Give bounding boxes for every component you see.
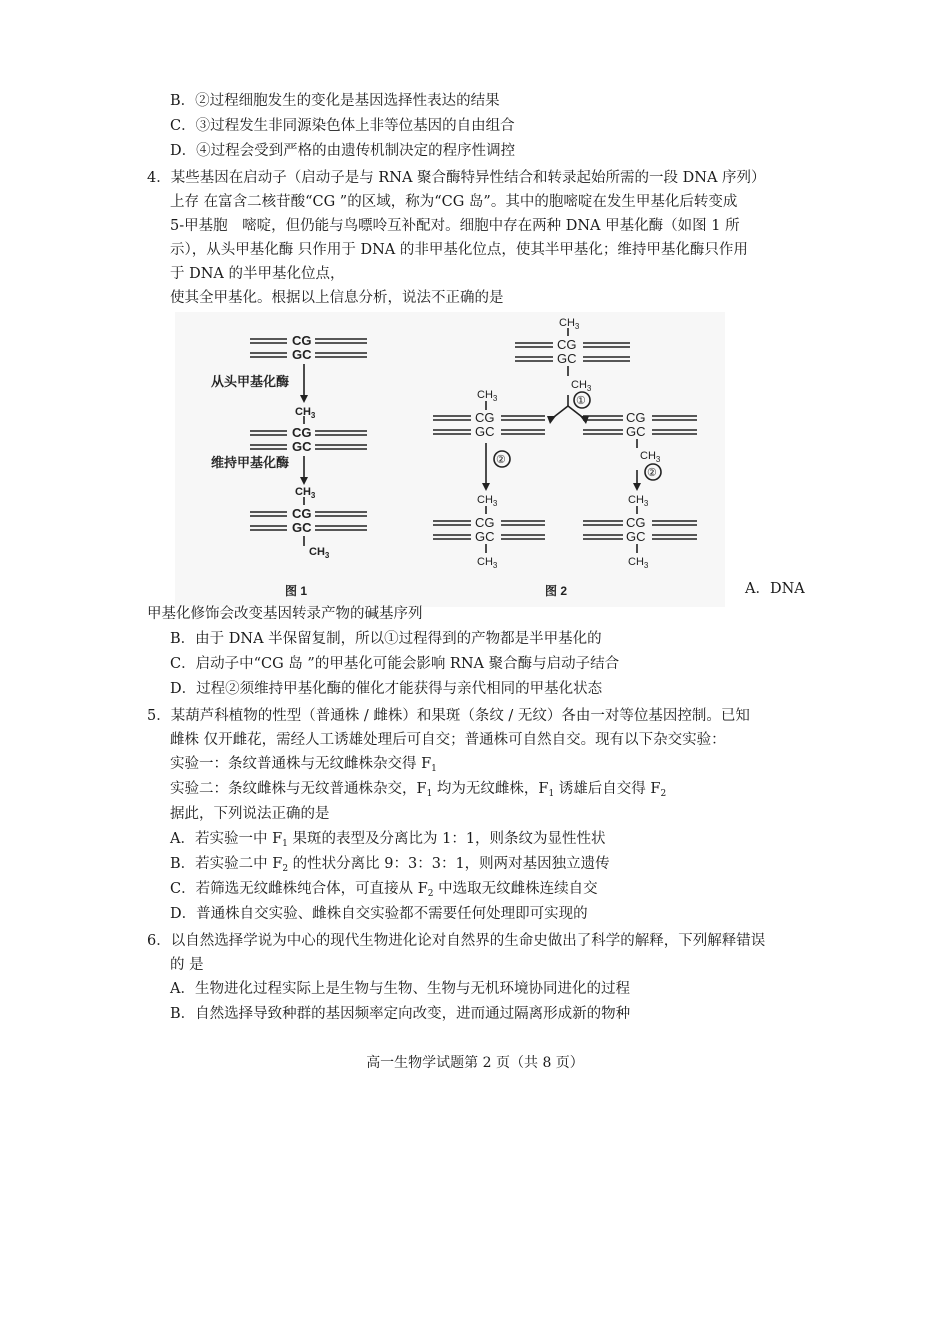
q5-experiment-1: 实验一：条纹普通株与无纹雌株杂交得 $F_1$ bbox=[170, 756, 437, 774]
q4-option-a-tail: 甲基化修饰会改变基因转录产物的碱基序列 bbox=[147, 606, 423, 622]
fig1-bottom-ch3-top: $CH_3$ bbox=[295, 486, 316, 500]
fig2-br-cg: CG bbox=[626, 515, 646, 530]
fig2-right-ch3: $CH_3$ bbox=[640, 450, 661, 464]
q5-experiment-2: 实验二：条纹雌株与无纹普通株杂交，$F_1$ 均为无纹雌株，$F_1$ 诱雄后自交得 $F_2$ bbox=[170, 781, 667, 799]
dna-methylation-figure bbox=[175, 312, 725, 607]
fig2-top-gc: GC bbox=[557, 351, 577, 366]
fig2-top-ch3-bottom: $CH_3$ bbox=[571, 379, 592, 393]
q4-stem-line3: 5-甲基胞 嘧啶，但仍能与鸟嘌呤互补配对。细胞中存在两种 DNA 甲基化酶（如图 1 所 bbox=[170, 218, 740, 234]
q4-option-d: D．过程②须维持甲基化酶的催化才能获得与亲代相同的甲基化状态 bbox=[170, 681, 603, 697]
figure-2-caption: 图 2 bbox=[545, 584, 568, 598]
fig2-bl-ch3-top: $CH_3$ bbox=[477, 494, 498, 508]
q4-stem-line4: 示），从头甲基化酶 只作用于 DNA 的非甲基化位点，使其半甲基化；维持甲基化酶只作用 bbox=[170, 242, 748, 258]
fig2-right-cg: CG bbox=[626, 410, 646, 425]
fig2-top-ch3-top: $CH_3$ bbox=[559, 317, 580, 331]
q4-stem-line6: 使其全甲基化。根据以上信息分析，说法不正确的是 bbox=[170, 290, 504, 306]
q4-stem-line1: 4．某些基因在启动子（启动子是与 RNA 聚合酶特异性结合和转录起始所需的一段 DNA 序列） bbox=[147, 170, 766, 186]
q5-option-c: C．若筛选无纹雌株纯合体，可直接从 $F_2$ 中选取无纹雌株连续自交 bbox=[170, 881, 598, 899]
fig1-mid-cg: CG bbox=[292, 425, 312, 440]
fig2-left-cg: CG bbox=[475, 410, 495, 425]
fig2-bl-ch3-bottom: $CH_3$ bbox=[477, 556, 498, 570]
fig1-bottom-gc: GC bbox=[292, 520, 312, 535]
fig1-mid-ch3: $CH_3$ bbox=[295, 406, 316, 420]
q5-option-b: B．若实验二中 $F_2$ 的性状分离比 9：3：3：1，则两对基因独立遗传 bbox=[170, 856, 610, 874]
q3-option-c: C．③过程发生非同源染色体上非等位基因的自由组合 bbox=[170, 118, 515, 134]
fig2-left-gc: GC bbox=[475, 424, 495, 439]
q4-option-b: B．由于 DNA 半保留复制，所以①过程得到的产物都是半甲基化的 bbox=[170, 631, 602, 647]
page-footer: 高一生物学试题第 2 页（共 8 页） bbox=[366, 1055, 584, 1071]
fig2-left-ch3: $CH_3$ bbox=[477, 389, 498, 403]
fig1-top-cg: CG bbox=[292, 333, 312, 348]
q4-option-a-head: A．DNA bbox=[745, 581, 805, 597]
q5-option-a: A．若实验一中 $F_1$ 果斑的表型及分离比为 1：1，则条纹为显性性状 bbox=[170, 831, 606, 849]
step-1-marker: ① bbox=[576, 395, 586, 407]
q4-stem-line5: 于 DNA 的半甲基化位点， bbox=[170, 266, 345, 282]
methylation-diagram bbox=[175, 312, 725, 607]
fig1-mid-gc: GC bbox=[292, 439, 312, 454]
fig2-br-ch3-bottom: $CH_3$ bbox=[628, 556, 649, 570]
fig1-bottom-cg: CG bbox=[292, 506, 312, 521]
q5-stem-line1: 5．某葫芦科植物的性型（普通株 / 雌株）和果斑（条纹 / 无纹）各由一对等位基因控制。已知 bbox=[147, 708, 750, 724]
q6-option-a: A．生物进化过程实际上是生物与生物、生物与无机环境协同进化的过程 bbox=[170, 981, 630, 997]
q5-stem-line2: 雌株 仅开雌花，需经人工诱雄处理后可自交；普通株可自然自交。现有以下杂交实验： bbox=[170, 732, 726, 748]
step-2-marker-right: ② bbox=[647, 467, 657, 479]
fig2-right-gc: GC bbox=[626, 424, 646, 439]
q6-stem-line2: 的 是 bbox=[170, 957, 204, 973]
fig1-top-gc: GC bbox=[292, 347, 312, 362]
q5-stem-line5: 据此，下列说法正确的是 bbox=[170, 806, 330, 822]
q6-option-b: B．自然选择导致种群的基因频率定向改变，进而通过隔离形成新的物种 bbox=[170, 1006, 631, 1022]
q4-stem-line2: 上存 在富含二核苷酸“CG ”的区域，称为“CG 岛”。其中的胞嘧啶在发生甲基化后转变成 bbox=[170, 194, 738, 210]
figure-1-caption: 图 1 bbox=[285, 584, 308, 598]
de-novo-methyltransferase-label: 从头甲基化酶 bbox=[211, 374, 290, 389]
fig1-bottom-ch3-bottom: $CH_3$ bbox=[309, 546, 330, 560]
q4-option-c: C．启动子中“CG 岛 ”的甲基化可能会影响 RNA 聚合酶与启动子结合 bbox=[170, 656, 620, 672]
q3-option-b: B．②过程细胞发生的变化是基因选择性表达的结果 bbox=[170, 93, 500, 109]
fig2-bl-gc: GC bbox=[475, 529, 495, 544]
fig2-top-cg: CG bbox=[557, 337, 577, 352]
fig2-br-gc: GC bbox=[626, 529, 646, 544]
fig2-bl-cg: CG bbox=[475, 515, 495, 530]
q3-option-d: D．④过程会受到严格的由遗传机制决定的程序性调控 bbox=[170, 143, 516, 159]
maintenance-methyltransferase-label: 维持甲基化酶 bbox=[211, 455, 290, 470]
step-2-marker-left: ② bbox=[496, 454, 506, 466]
q5-option-d: D．普通株自交实验、雌株自交实验都不需要任何处理即可实现的 bbox=[170, 906, 588, 922]
q6-stem-line1: 6．以自然选择学说为中心的现代生物进化论对自然界的生命史做出了科学的解释，下列解释错误 bbox=[147, 933, 766, 949]
fig2-br-ch3-top: $CH_3$ bbox=[628, 494, 649, 508]
